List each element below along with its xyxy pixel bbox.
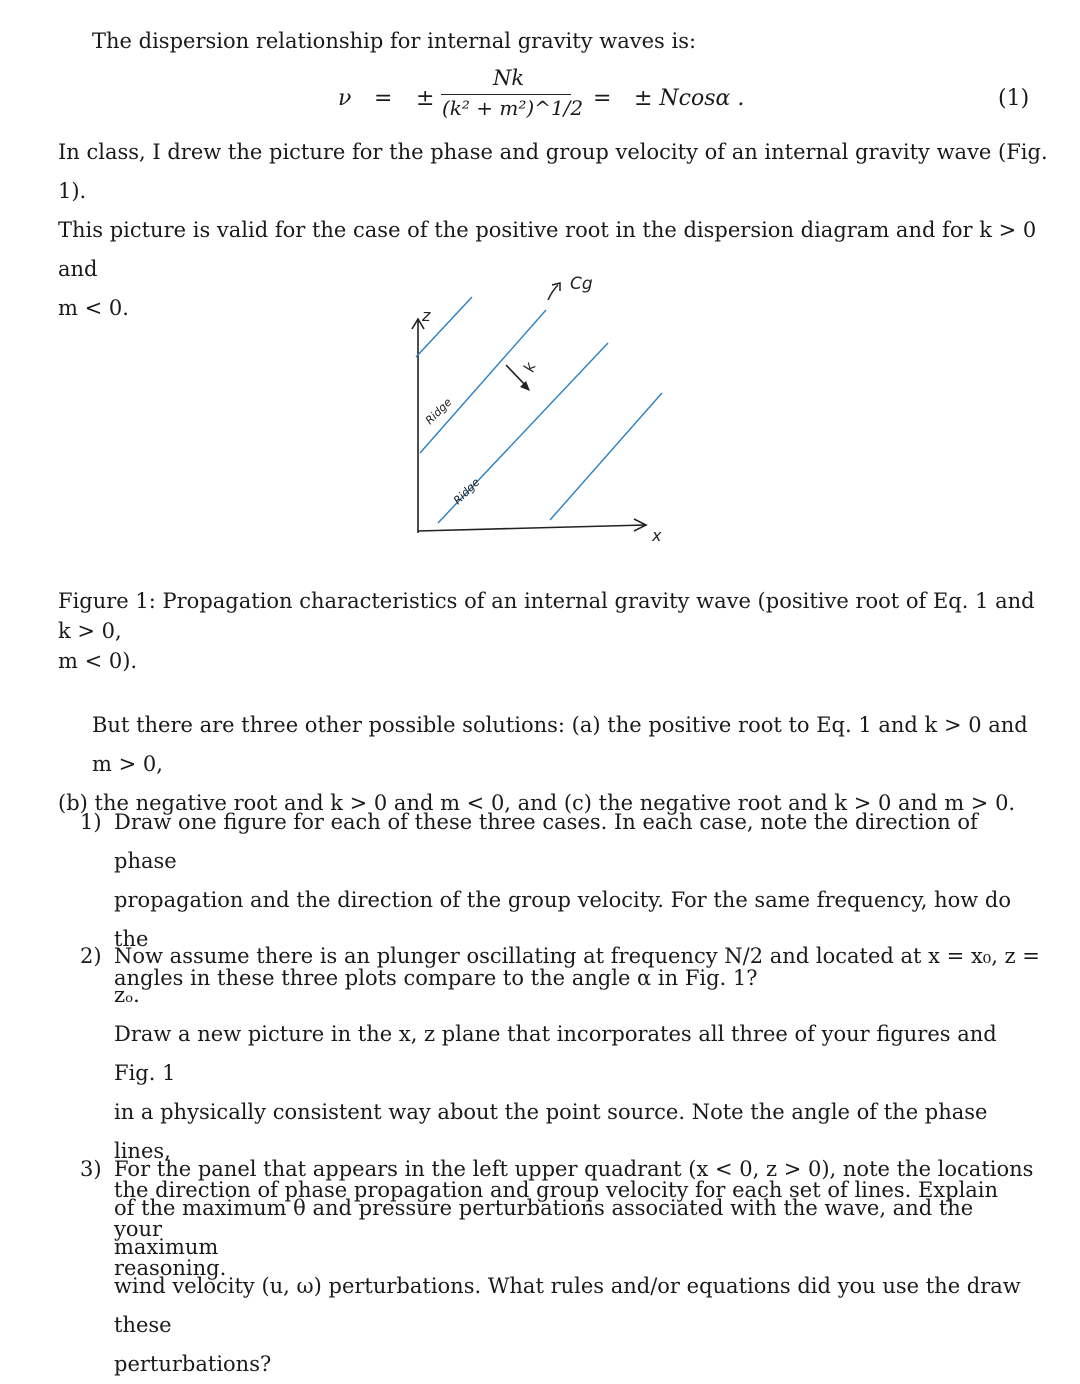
phase-line-4 [550, 393, 662, 520]
k-vector-arrowhead [520, 381, 530, 391]
z-axis-label: z [422, 306, 431, 325]
equation-number: (1) [998, 86, 1030, 111]
question-2-number: 2) [80, 944, 102, 968]
k-label: k [519, 360, 540, 375]
question-3 [80, 1150, 1040, 1384]
ridge-label-1: Ridge [422, 395, 455, 428]
question-2-line-5: reasoning. [114, 1256, 227, 1280]
question-1-line-3: angles in these three plots compare to the angle α in Fig. 1? [114, 966, 758, 990]
class-paragraph-line-1: In class, I drew the picture for the phase and group velocity of an internal gravity wave (Fig. 1). [58, 140, 1048, 203]
class-paragraph-line-3: m < 0. [58, 296, 129, 320]
ridge-label-2: Ridge [450, 475, 483, 508]
question-3-number: 3) [80, 1157, 102, 1181]
x-axis [418, 525, 645, 531]
question-3-line-3: wind velocity (u, ω) perturbations. What rules and/or equations did you use the draw these [114, 1274, 1021, 1337]
fraction-bar [441, 94, 571, 95]
equation-numerator: Nk [493, 66, 525, 90]
question-2-line-1: Now assume there is an plunger oscillating at frequency N/2 and located at x = x₀, z = zₒ. [114, 944, 1040, 1007]
solutions-line-2: (b) the negative root and k > 0 and m < 0, and (c) the negative root and k > 0 and m > 0. [58, 791, 1016, 815]
class-paragraph-line-2: This picture is valid for the case of the positive root in the dispersion diagram and for k > 0 and [58, 218, 1037, 281]
question-3-line-4: perturbations? [114, 1352, 272, 1376]
cg-label: Cg [570, 274, 593, 294]
caption-line-1: Figure 1: Propagation characteristics of an internal gravity wave (positive root of Eq. 1 and k > 0, [58, 589, 1035, 643]
x-axis-label: x [652, 526, 662, 545]
figure-1-diagram [390, 265, 690, 555]
question-2-line-4: the direction of phase propagation and group velocity for each set of lines. Explain your [114, 1178, 999, 1241]
question-1-line-2: propagation and the direction of the group velocity. For the same frequency, how do the [114, 888, 1011, 951]
equation-equals-1: = [374, 86, 393, 111]
question-2-line-2: Draw a new picture in the x, z plane that incorporates all three of your figures and Fig. 1 [114, 1022, 997, 1085]
figure-1-caption [58, 586, 1048, 676]
cg-vector [548, 285, 558, 300]
question-1-line-1: Draw one figure for each of these three cases. In each case, note the direction of phase [114, 810, 978, 873]
equation-rhs: ± Ncosα . [634, 86, 745, 111]
equation-equals-2: = [593, 86, 612, 111]
caption-line-2: m < 0). [58, 649, 138, 673]
equation-denominator: (k² + m²)^1/2 [442, 96, 584, 120]
solutions-line-1: But there are three other possible solutions: (a) the positive root to Eq. 1 and k > 0 and m > 0, [92, 713, 1028, 776]
question-3-line-1: For the panel that appears in the left upper quadrant (x < 0, z > 0), note the locations [114, 1157, 1034, 1181]
question-2-line-3: in a physically consistent way about the point source. Note the angle of the phase lines, [114, 1100, 988, 1163]
question-3-line-2: of the maximum θ and pressure perturbations associated with the wave, and the maximum [114, 1196, 974, 1259]
intro-text: The dispersion relationship for internal gravity waves is: [92, 29, 697, 53]
question-1-number: 1) [80, 810, 102, 834]
equation-plus-minus: ± [416, 86, 435, 111]
equation-lhs: ν [338, 86, 352, 111]
